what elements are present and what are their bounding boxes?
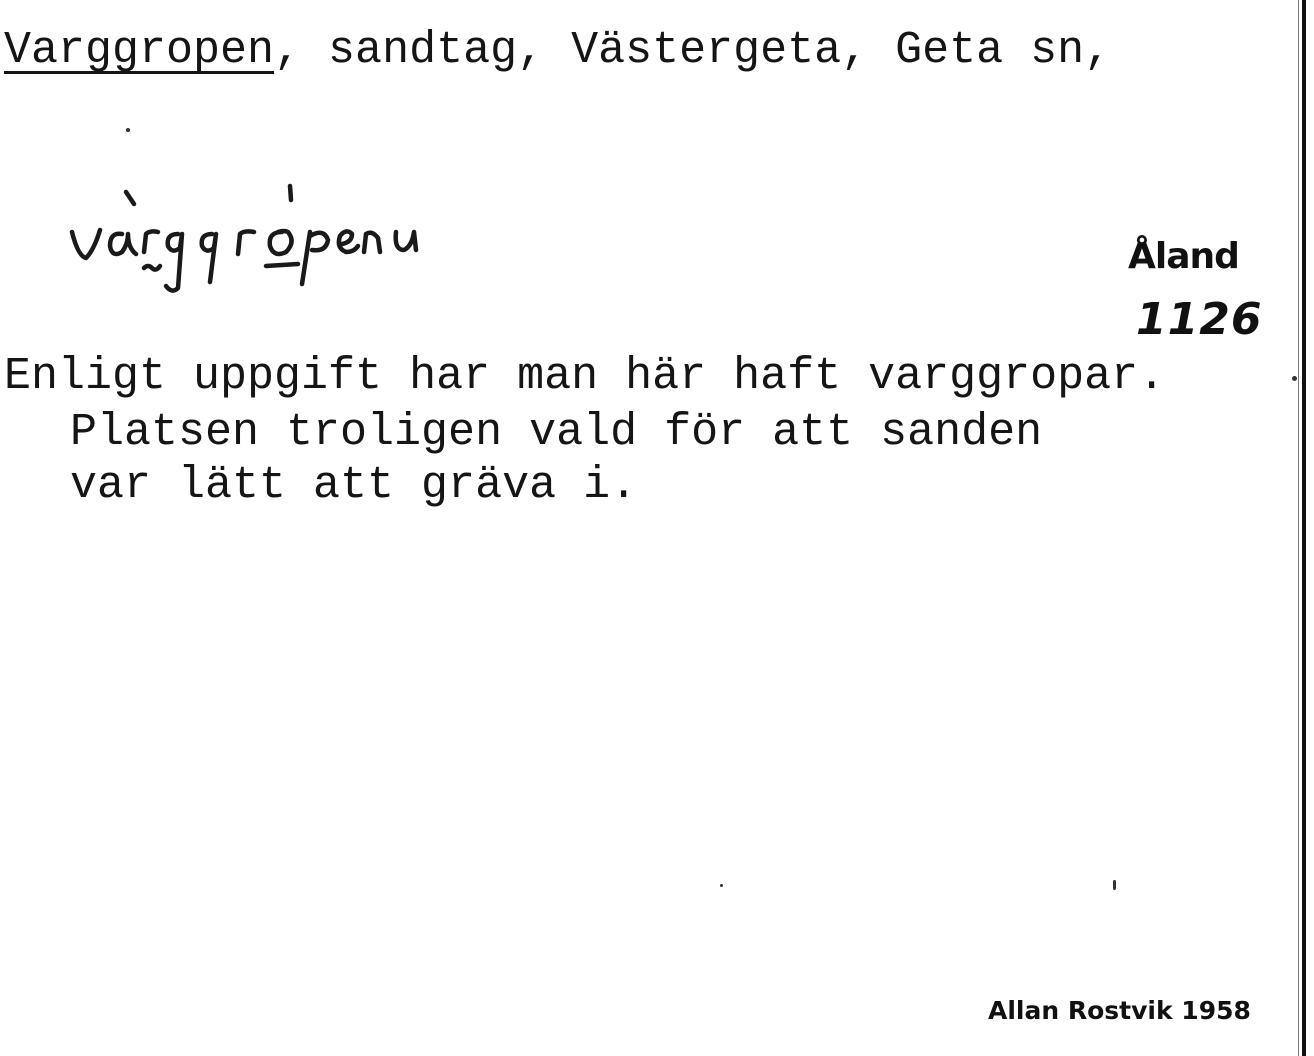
paper-speck bbox=[1113, 880, 1116, 890]
region-stamp: Åland bbox=[1128, 236, 1239, 277]
paper-speck bbox=[126, 128, 130, 132]
body-line: Enligt uppgift har man här haft varggropar. bbox=[4, 351, 1166, 402]
paper-speck bbox=[720, 884, 723, 887]
place-name: Varggropen bbox=[4, 25, 275, 76]
handwritten-pronunciation bbox=[60, 160, 480, 300]
card-number-stamp: 1126 bbox=[1136, 294, 1263, 345]
card-heading bbox=[4, 25, 1112, 76]
author-stamp: Allan Rostvik 1958 bbox=[988, 996, 1251, 1025]
body-line: Platsen troligen vald för att sanden bbox=[70, 407, 1043, 458]
paper-speck bbox=[1292, 376, 1297, 381]
card-edge bbox=[1302, 0, 1306, 1056]
place-description: , sandtag, Västergeta, Geta sn, bbox=[274, 25, 1112, 76]
body-line: var lätt att gräva i. bbox=[70, 460, 638, 511]
card-edge-shadow bbox=[1298, 0, 1299, 1056]
